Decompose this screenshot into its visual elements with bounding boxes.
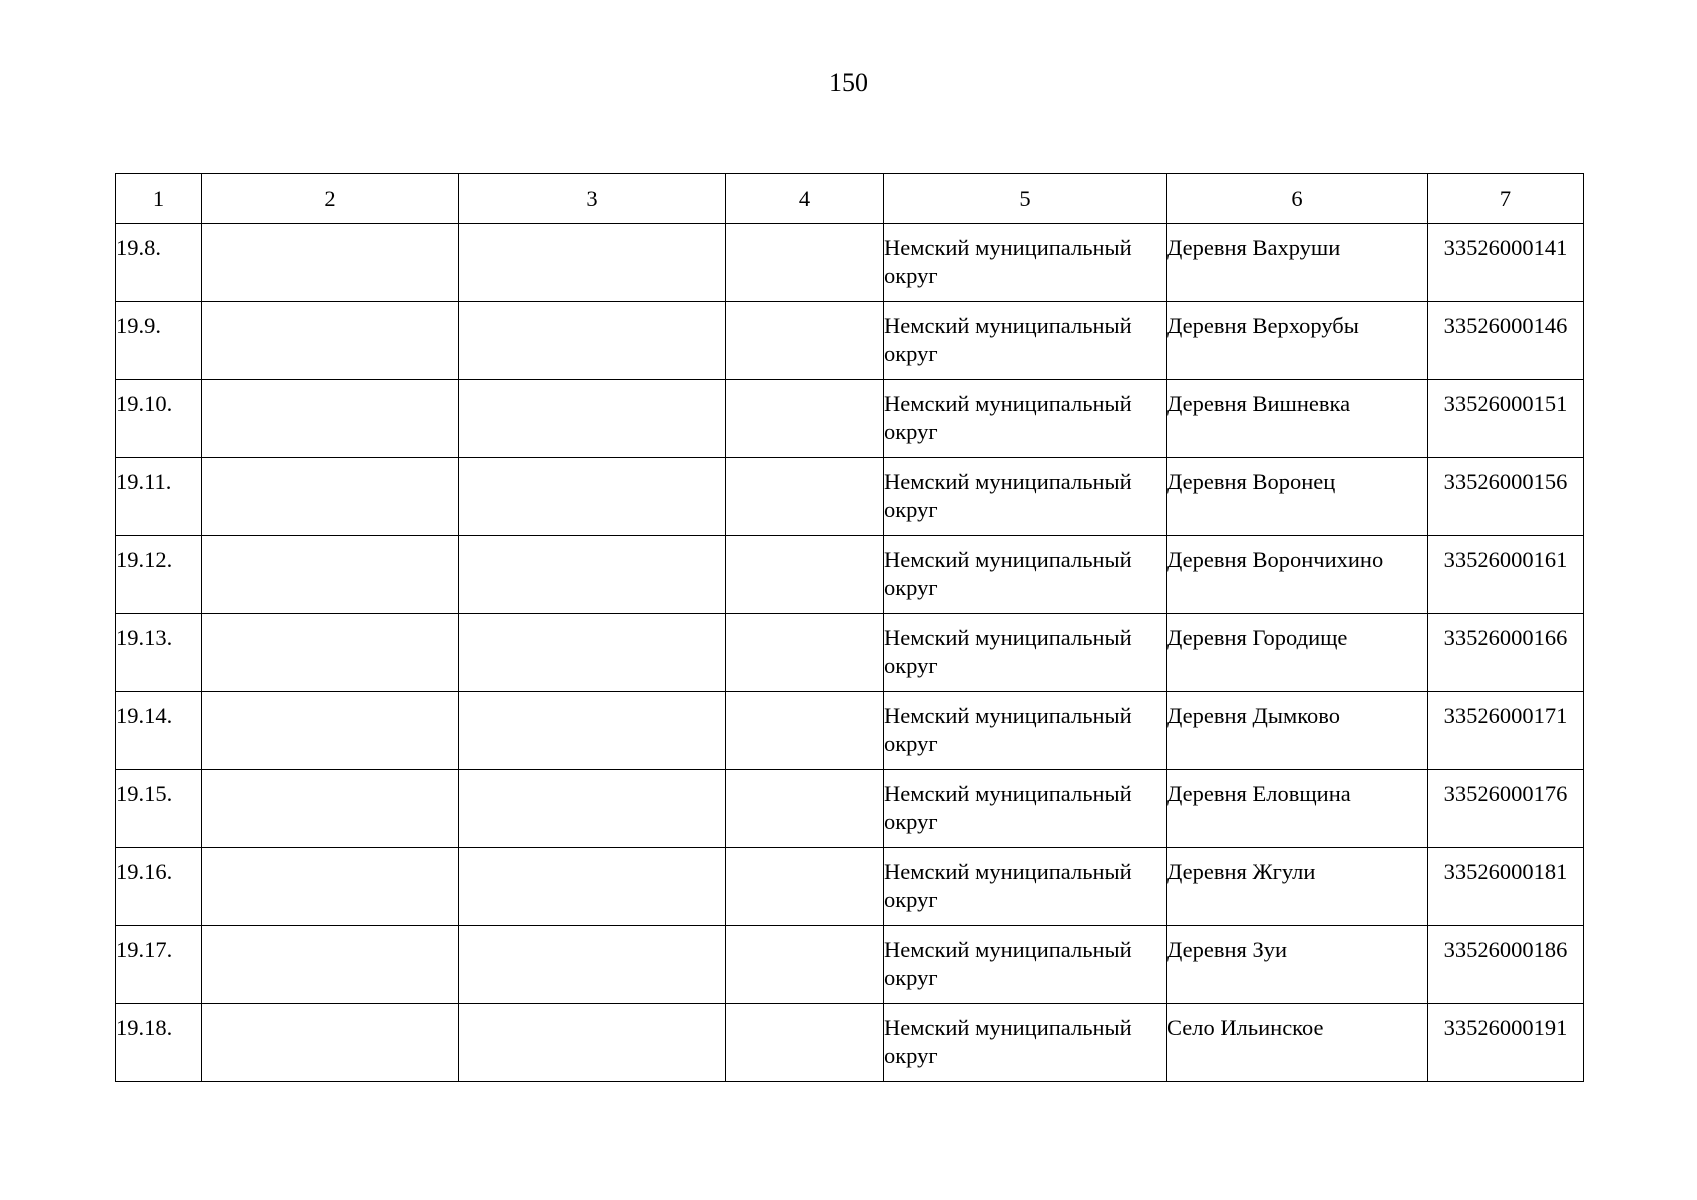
column-3-cell [459,302,726,380]
settlement-cell: Деревня Верхорубы [1167,302,1428,380]
row-number-cell: 19.18. [116,1004,202,1082]
column-3-cell [459,848,726,926]
settlement-cell: Деревня Дымково [1167,692,1428,770]
column-2-cell [202,224,459,302]
column-header-4: 4 [726,174,884,224]
column-header-1: 1 [116,174,202,224]
table-row [116,380,1584,458]
row-number-cell: 19.9. [116,302,202,380]
table-row [116,1004,1584,1082]
column-2-cell [202,770,459,848]
table-row [116,770,1584,848]
column-4-cell [726,692,884,770]
code-cell: 33526000151 [1428,380,1584,458]
table-row [116,692,1584,770]
code-cell: 33526000156 [1428,458,1584,536]
column-3-cell [459,926,726,1004]
column-4-cell [726,302,884,380]
table-row [116,458,1584,536]
district-cell: Немский муниципальный округ [884,1004,1167,1082]
code-cell: 33526000181 [1428,848,1584,926]
settlement-cell: Село Ильинское [1167,1004,1428,1082]
column-3-cell [459,536,726,614]
table-row [116,302,1584,380]
column-header-3: 3 [459,174,726,224]
column-2-cell [202,536,459,614]
row-number-cell: 19.16. [116,848,202,926]
column-4-cell [726,614,884,692]
page-number: 150 [829,68,868,97]
settlement-cell: Деревня Жгули [1167,848,1428,926]
table-row [116,536,1584,614]
code-cell: 33526000171 [1428,692,1584,770]
column-2-cell [202,1004,459,1082]
column-header-7: 7 [1428,174,1584,224]
column-2-cell [202,302,459,380]
code-cell: 33526000146 [1428,302,1584,380]
column-3-cell [459,380,726,458]
column-3-cell [459,614,726,692]
district-cell: Немский муниципальный округ [884,926,1167,1004]
settlement-cell: Деревня Вишневка [1167,380,1428,458]
column-2-cell [202,380,459,458]
table-header-row [116,174,1584,224]
column-2-cell [202,926,459,1004]
column-3-cell [459,692,726,770]
code-cell: 33526000161 [1428,536,1584,614]
row-number-cell: 19.15. [116,770,202,848]
settlement-cell: Деревня Зуи [1167,926,1428,1004]
column-header-6: 6 [1167,174,1428,224]
district-cell: Немский муниципальный округ [884,692,1167,770]
district-cell: Немский муниципальный округ [884,380,1167,458]
column-2-cell [202,458,459,536]
column-4-cell [726,848,884,926]
code-cell: 33526000166 [1428,614,1584,692]
district-cell: Немский муниципальный округ [884,614,1167,692]
code-cell: 33526000186 [1428,926,1584,1004]
table-row [116,224,1584,302]
column-4-cell [726,1004,884,1082]
district-cell: Немский муниципальный округ [884,770,1167,848]
column-4-cell [726,380,884,458]
code-cell: 33526000141 [1428,224,1584,302]
row-number-cell: 19.10. [116,380,202,458]
table-body [116,224,1584,1082]
code-cell: 33526000176 [1428,770,1584,848]
column-4-cell [726,770,884,848]
table-row [116,926,1584,1004]
column-2-cell [202,848,459,926]
settlements-table [115,173,1584,1082]
row-number-cell: 19.17. [116,926,202,1004]
row-number-cell: 19.14. [116,692,202,770]
district-cell: Немский муниципальный округ [884,224,1167,302]
settlement-cell: Деревня Воронец [1167,458,1428,536]
column-3-cell [459,1004,726,1082]
column-header-5: 5 [884,174,1167,224]
column-3-cell [459,770,726,848]
table-row [116,848,1584,926]
column-4-cell [726,224,884,302]
row-number-cell: 19.11. [116,458,202,536]
settlement-cell: Деревня Еловщина [1167,770,1428,848]
column-3-cell [459,458,726,536]
column-header-2: 2 [202,174,459,224]
code-cell: 33526000191 [1428,1004,1584,1082]
column-3-cell [459,224,726,302]
row-number-cell: 19.13. [116,614,202,692]
row-number-cell: 19.12. [116,536,202,614]
district-cell: Немский муниципальный округ [884,302,1167,380]
district-cell: Немский муниципальный округ [884,536,1167,614]
settlement-cell: Деревня Ворончихино [1167,536,1428,614]
column-4-cell [726,458,884,536]
settlement-cell: Деревня Городище [1167,614,1428,692]
settlement-cell: Деревня Вахруши [1167,224,1428,302]
column-4-cell [726,926,884,1004]
column-4-cell [726,536,884,614]
district-cell: Немский муниципальный округ [884,458,1167,536]
column-2-cell [202,614,459,692]
district-cell: Немский муниципальный округ [884,848,1167,926]
row-number-cell: 19.8. [116,224,202,302]
column-2-cell [202,692,459,770]
table-row [116,614,1584,692]
